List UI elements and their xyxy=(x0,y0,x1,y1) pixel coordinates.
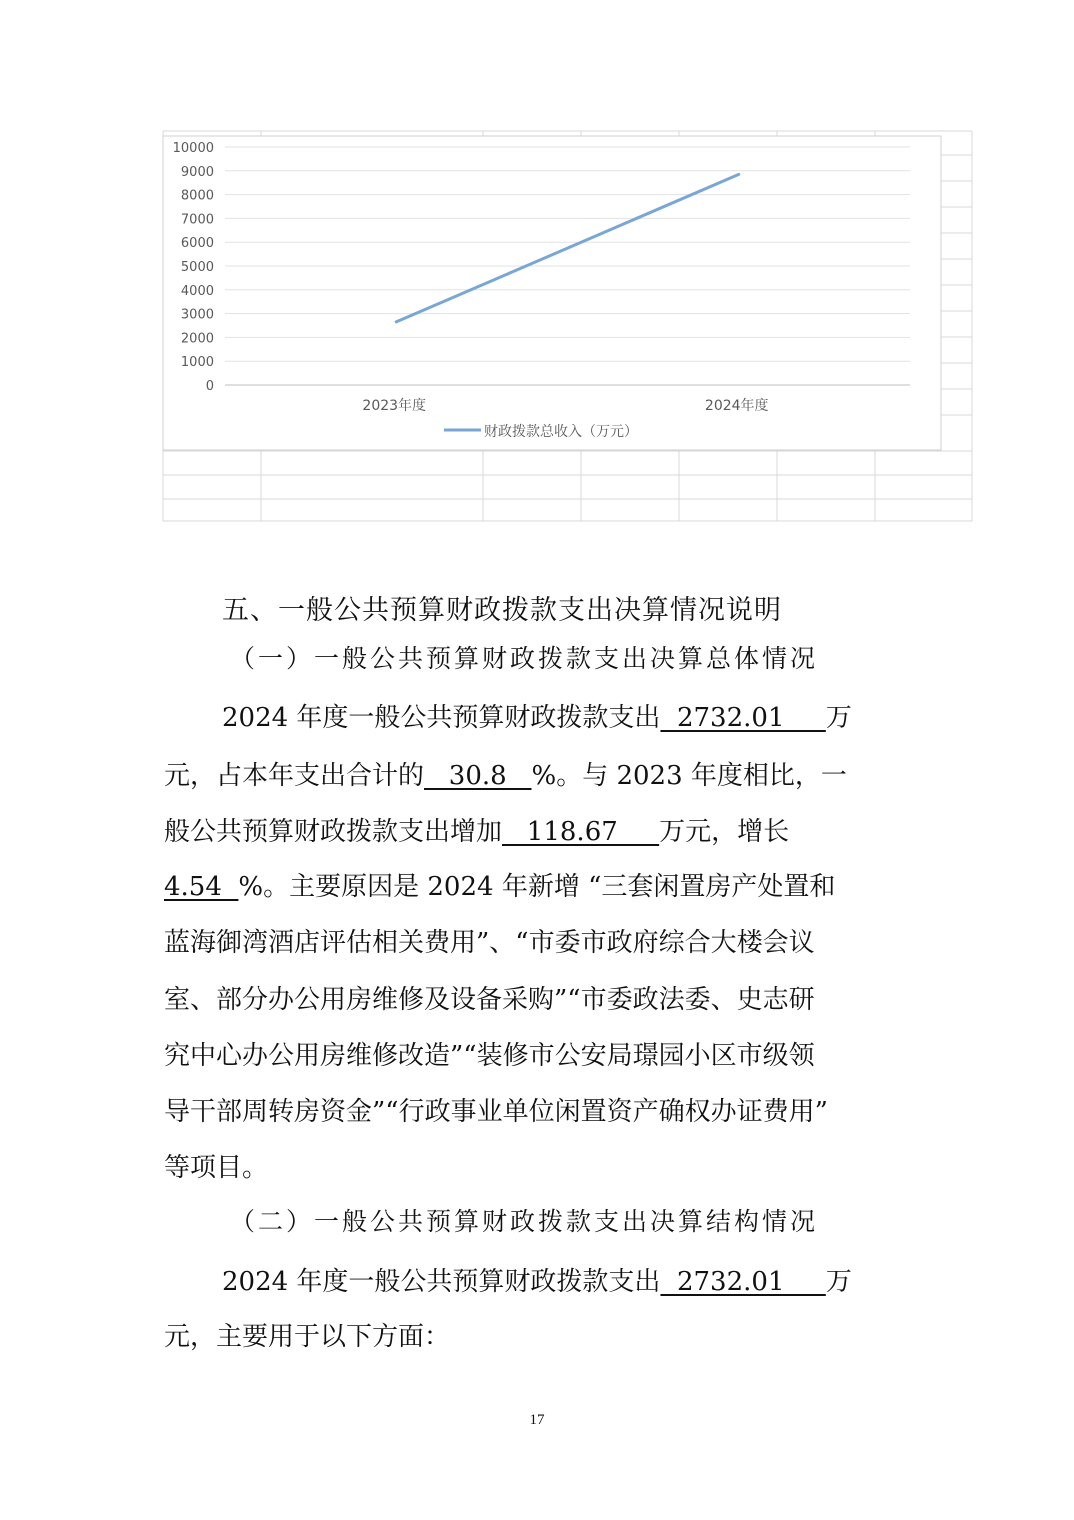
p1-line-7: 究中心办公用房维修改造”“装修市公安局璟园小区市级领 xyxy=(164,1041,815,1071)
p1-line-5: 蓝海御湾酒店评估相关费用”、“市委市政府综合大楼会议 xyxy=(164,928,815,958)
y-tick-label: 9000 xyxy=(180,164,214,180)
y-tick-label: 5000 xyxy=(180,260,214,275)
y-tick-label: 10000 xyxy=(172,141,214,156)
y-tick-label: 3000 xyxy=(180,307,214,323)
p1-line-6: 室、部分办公用房维修及设备采购”“市委政法委、史志研 xyxy=(164,985,815,1015)
x-tick-label: 2024年度 xyxy=(704,398,769,414)
p1-line-9: 等项目。 xyxy=(164,1153,269,1183)
y-tick-label: 2000 xyxy=(180,331,214,347)
subsection-heading-2: （二）一般公共预算财政拨款支出决算结构情况 xyxy=(230,1207,819,1236)
subsection-heading-1: （一）一般公共预算财政拨款支出决算总体情况 xyxy=(230,644,819,673)
p1-line-1: 2024 年度一般公共预算财政拨款支出 2732.01 万 xyxy=(222,703,852,733)
y-tick-label: 4000 xyxy=(180,283,214,299)
chart xyxy=(0,0,1074,540)
y-tick-label: 8000 xyxy=(180,188,214,204)
p2-line-1: 2024 年度一般公共预算财政拨款支出 2732.01 万 xyxy=(222,1267,852,1297)
y-tick-label: 1000 xyxy=(180,355,214,371)
y-tick-label: 7000 xyxy=(180,212,214,228)
section-heading: 五、一般公共预算财政拨款支出决算情况说明 xyxy=(222,595,782,626)
y-tick-label: 0 xyxy=(205,379,214,394)
y-tick-label: 6000 xyxy=(180,236,214,252)
chart-area xyxy=(163,136,941,450)
legend-label: 财政拨款总收入（万元） xyxy=(484,424,638,440)
p1-line-3: 般公共预算财政拨款支出增加 118.67 万元，增长 xyxy=(164,817,790,847)
p1-line-4: 4.54 %。主要原因是 2024 年新增 “三套闲置房产处置和 xyxy=(164,872,836,902)
p1-line-2: 元，占本年支出合计的 30.8 %。与 2023 年度相比，一 xyxy=(164,761,847,791)
p2-line-2: 元，主要用于以下方面： xyxy=(164,1322,451,1352)
page-number: 17 xyxy=(529,1412,545,1428)
x-tick-label: 2023年度 xyxy=(362,398,427,414)
p1-line-8: 导干部周转房资金”“行政事业单位闲置资产确权办证费用” xyxy=(164,1097,828,1127)
